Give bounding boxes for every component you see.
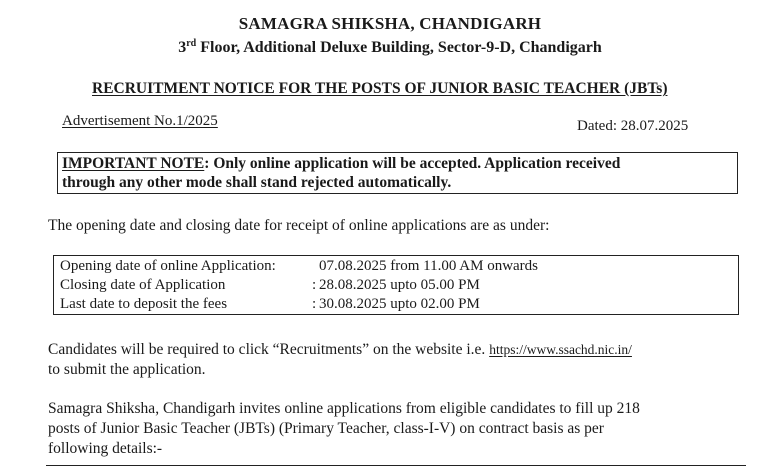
dates-intro-text: The opening date and closing date for receipt of online applications are as under: bbox=[48, 217, 550, 234]
candidates-text: Candidates will be required to click “Recruitments” on the website i.e. bbox=[48, 341, 490, 358]
website-link[interactable]: https://www.ssachd.nic.in/ bbox=[489, 342, 632, 357]
schedule-colon: : bbox=[312, 277, 317, 293]
schedule-value: 28.08.2025 upto 05.00 PM bbox=[319, 277, 480, 293]
address-rest: Floor, Additional Deluxe Building, Sector-9-D, Chandigarh bbox=[196, 39, 602, 56]
candidates-text-line-2: to submit the application. bbox=[48, 361, 206, 378]
candidates-text-line-1 bbox=[48, 341, 632, 359]
schedule-value: 07.08.2025 from 11.00 AM onwards bbox=[319, 258, 539, 274]
important-note-line-2: through any other mode shall stand rejected automatically. bbox=[62, 174, 452, 191]
important-note-label: IMPORTANT NOTE bbox=[62, 155, 205, 172]
important-note-line-1 bbox=[62, 155, 620, 173]
office-address bbox=[0, 38, 780, 57]
important-note-text-1: : Only online application will be accepted. Application received bbox=[204, 155, 621, 172]
schedule-colon: : bbox=[312, 296, 317, 312]
details-table-top-border bbox=[46, 465, 746, 470]
address-floor: 3 bbox=[178, 39, 187, 56]
schedule-label: Last date to deposit the fees bbox=[60, 296, 228, 312]
notice-title: RECRUITMENT NOTICE FOR THE POSTS OF JUNIOR BASIC TEACHER (JBTs) bbox=[92, 80, 668, 97]
invite-text-line-2: posts of Junior Basic Teacher (JBTs) (Primary Teacher, class-I-V) on contract basis as per bbox=[48, 420, 604, 437]
address-sup: rd bbox=[186, 38, 197, 49]
notice-date: Dated: 28.07.2025 bbox=[577, 118, 689, 134]
schedule-label: Closing date of Application bbox=[60, 277, 226, 293]
advertisement-number: Advertisement No.1/2025 bbox=[62, 113, 218, 129]
schedule-value: 30.08.2025 upto 02.00 PM bbox=[319, 296, 480, 312]
invite-text-line-3: following details:- bbox=[48, 440, 163, 457]
organization-name: SAMAGRA SHIKSHA, CHANDIGARH bbox=[238, 14, 542, 33]
invite-text-line-1: Samagra Shiksha, Chandigarh invites online applications from eligible candidates to fill up 218 bbox=[48, 400, 640, 417]
schedule-label: Opening date of online Application: bbox=[60, 258, 276, 274]
